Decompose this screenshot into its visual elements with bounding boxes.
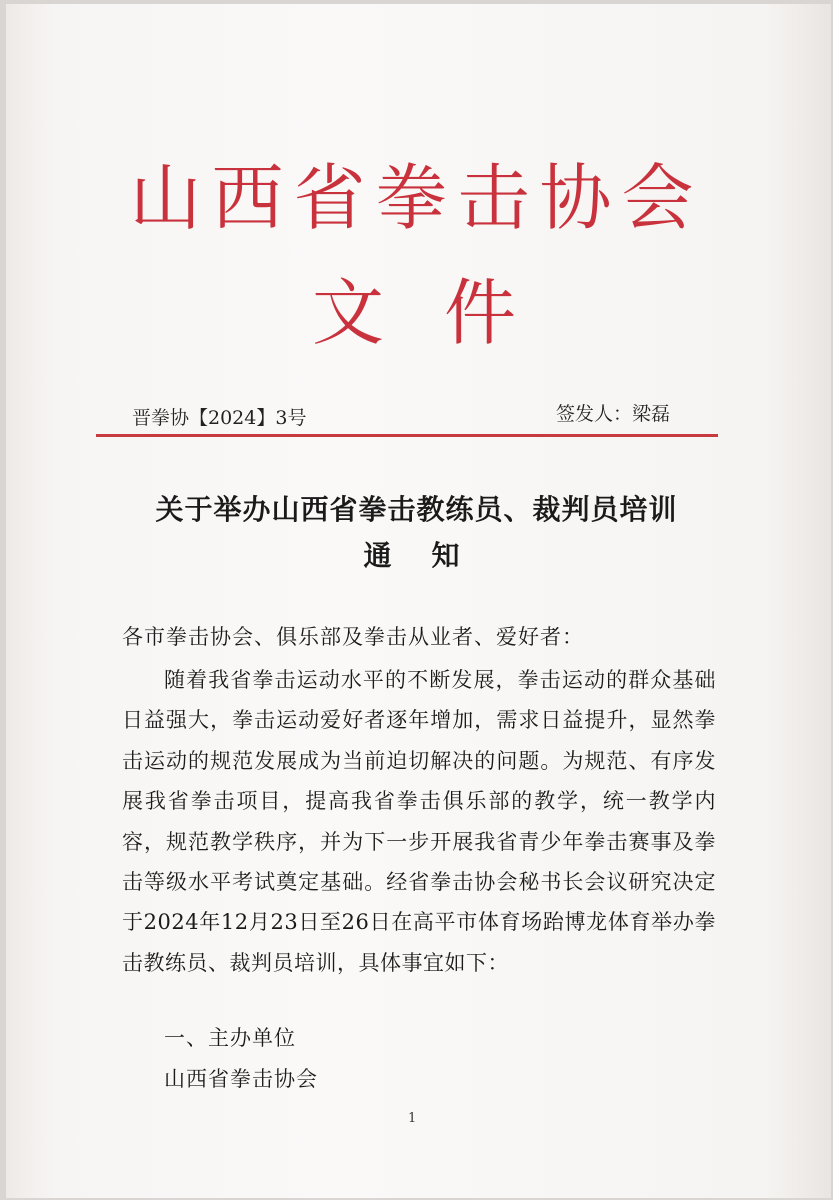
red-divider-line xyxy=(96,434,718,437)
page-number: 1 xyxy=(408,1111,417,1126)
notice-title-line2: 通知 xyxy=(363,539,500,572)
body-paragraph: 随着我省拳击运动水平的不断发展，拳击运动的群众基础日益强大，拳击运动爱好者逐年增加，需求日益提升，显然拳击运动的规范发展成为当前迫切解决的问题。为规范、有序发展我省拳击项目，提高我省拳击俱乐部的教学，统一教学内容，规范教学秩序，并为下一步开展我省青少年拳击赛事及拳击等级水平考试奠定基础。经省拳击协会秘书长会议研究决定于2024年12月23日至26日在高平市体育场跆博龙体育举办拳击教练员、裁判员培训，具体事宜如下： xyxy=(122,668,716,975)
section-heading: 一、主办单位 xyxy=(164,1026,296,1050)
salutation: 各市拳击协会、俱乐部及拳击从业者、爱好者： xyxy=(122,625,584,649)
notice-title-line1: 关于举办山西省拳击教练员、裁判员培训 xyxy=(155,493,678,526)
document-number: 晋拳协【2024】3号 xyxy=(132,407,307,429)
section-content: 山西省拳击协会 xyxy=(164,1067,318,1091)
org-title: 山西省拳击协会 xyxy=(129,156,704,240)
issuer-signature: 签发人：梁磊 xyxy=(556,403,671,425)
doc-type-title: 文件 xyxy=(311,271,576,355)
